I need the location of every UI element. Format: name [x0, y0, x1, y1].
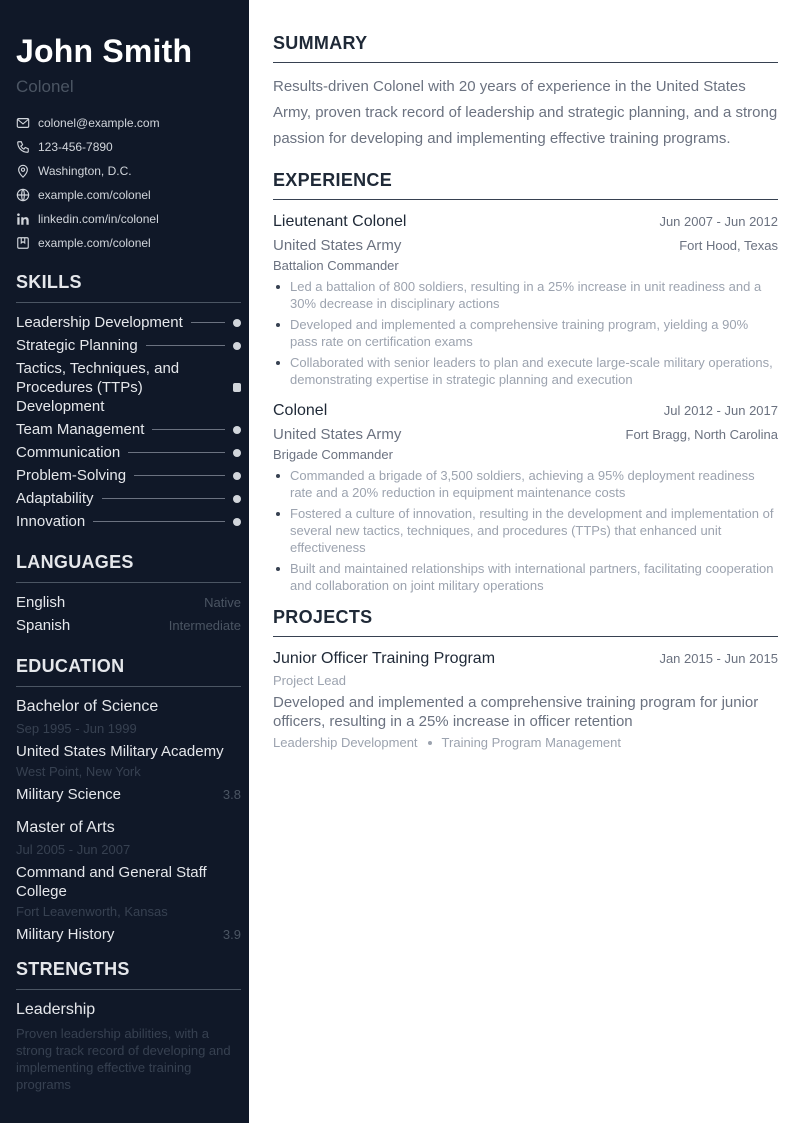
skill-line — [93, 521, 225, 522]
language-item — [16, 593, 241, 612]
main-content — [273, 32, 778, 753]
globe-icon — [16, 188, 30, 202]
sidebar — [0, 0, 249, 1123]
job-organization: United States Army — [273, 426, 402, 443]
education-section — [16, 655, 241, 944]
job-organization: United States Army — [273, 237, 402, 254]
language-name: Spanish — [16, 617, 71, 634]
skill-level-dot — [233, 383, 241, 392]
contact-phone[interactable] — [16, 135, 241, 159]
skill-level-dot — [233, 342, 241, 350]
skill-label: Problem-Solving — [16, 467, 127, 484]
skill-level-dot — [233, 518, 241, 526]
job-dates: Jun 2007 - Jun 2012 — [659, 214, 778, 229]
contact-list — [16, 111, 241, 255]
job-bullet: Developed and implemented a comprehensive training program, yielding a 90% pass rate on certification exams — [273, 316, 778, 350]
education-item — [16, 818, 241, 944]
job-dates: Jul 2012 - Jun 2017 — [663, 403, 778, 418]
skill-line — [134, 475, 225, 476]
contact-website[interactable] — [16, 183, 241, 207]
degree: Bachelor of Science — [16, 698, 159, 715]
gpa: 3.9 — [222, 927, 241, 942]
job-position: Battalion Commander — [273, 258, 399, 273]
language-item — [16, 616, 241, 635]
job-bullet: Commanded a brigade of 3,500 soldiers, achieving a 95% deployment readiness rate and a 20% reduction in equipment maintenance costs — [273, 467, 778, 501]
project-description: Developed and implemented a comprehensive training program for junior officers, resulting in a 25% increase in officer retention — [273, 694, 759, 730]
project-tag: Leadership Development — [273, 735, 418, 750]
experience-heading: EXPERIENCE — [273, 169, 778, 200]
skill-item — [16, 359, 241, 416]
education-dates: Sep 1995 - Jun 1999 — [16, 721, 137, 736]
project-dates: Jan 2015 - Jun 2015 — [659, 651, 778, 666]
education-dates: Jul 2005 - Jun 2007 — [16, 842, 131, 857]
skill-label: Team Management — [16, 421, 145, 438]
school-name: Command and General Staff College — [16, 864, 207, 900]
strength-description: Proven leadership abilities, with a strong track record of developing and implementing effective training programs — [16, 1026, 231, 1092]
skill-item — [16, 336, 241, 355]
skill-item — [16, 466, 241, 485]
school-name: United States Military Academy — [16, 743, 224, 760]
field-name: Military Science — [16, 786, 122, 803]
experience-section — [273, 169, 778, 594]
skill-item — [16, 489, 241, 508]
skill-item — [16, 443, 241, 462]
contact-location — [16, 159, 241, 183]
skill-label: Adaptability — [16, 490, 94, 507]
education-item — [16, 697, 241, 804]
field-name: Military History — [16, 926, 115, 943]
job-bullet: Built and maintained relationships with international partners, facilitating cooperation and collaboration on joint military operations — [273, 560, 778, 594]
contact-text: Washington, D.C. — [38, 164, 132, 178]
skills-heading: SKILLS — [16, 271, 241, 303]
strengths-section — [16, 958, 241, 1093]
skill-line — [102, 498, 225, 499]
summary-heading: SUMMARY — [273, 32, 778, 63]
languages-heading: LANGUAGES — [16, 551, 241, 583]
skill-line — [146, 345, 225, 346]
field-of-study — [16, 785, 241, 804]
job-entry — [273, 400, 778, 594]
skill-label: Strategic Planning — [16, 337, 138, 354]
project-name: Junior Officer Training Program — [273, 650, 496, 667]
skill-line — [191, 322, 225, 323]
contact-email[interactable] — [16, 111, 241, 135]
language-name: English — [16, 594, 66, 611]
skill-line — [152, 429, 225, 430]
skill-label: Communication — [16, 444, 121, 461]
job-bullet: Collaborated with senior leaders to plan and execute large-scale military operations, demonstrating expertise in strategic planning and execution — [273, 354, 778, 388]
job-location: Fort Hood, Texas — [679, 238, 778, 253]
skill-level-dot — [233, 449, 241, 457]
candidate-title: Colonel — [16, 77, 74, 96]
contact-text: linkedin.com/in/colonel — [38, 212, 159, 226]
skill-level-dot — [233, 495, 241, 503]
location-icon — [16, 164, 30, 178]
strengths-heading: STRENGTHS — [16, 958, 241, 990]
language-level: Native — [204, 595, 241, 610]
contact-text: example.com/colonel — [38, 188, 151, 202]
language-level: Intermediate — [168, 618, 241, 633]
linkedin-icon — [16, 212, 30, 226]
job-role: Colonel — [273, 402, 328, 419]
skill-label: Leadership Development — [16, 314, 183, 331]
job-role: Lieutenant Colonel — [273, 213, 407, 230]
projects-section — [273, 606, 778, 753]
contact-text: colonel@example.com — [38, 116, 160, 130]
project-entry — [273, 648, 778, 753]
tag-separator — [428, 741, 432, 745]
skill-item — [16, 420, 241, 439]
project-tags — [273, 733, 778, 753]
summary-text: Results-driven Colonel with 20 years of experience in the United States Army, proven track record of leadership and strategic planning, and a strong passion for developing and implementing effective training programs. — [273, 78, 778, 147]
languages-section — [16, 551, 241, 635]
project-tag: Training Program Management — [441, 735, 621, 750]
phone-icon — [16, 140, 30, 154]
contact-portfolio[interactable] — [16, 231, 241, 255]
school-location: West Point, New York — [16, 764, 141, 779]
projects-heading: PROJECTS — [273, 606, 778, 637]
mail-icon — [16, 116, 30, 130]
job-position: Brigade Commander — [273, 447, 393, 462]
skill-line — [199, 387, 225, 388]
skill-label: Innovation — [16, 513, 86, 530]
skill-line — [128, 452, 225, 453]
skill-label: Tactics, Techniques, and Procedures (TTPs) Development — [16, 360, 180, 415]
skill-item — [16, 313, 241, 332]
strength-title: Leadership — [16, 1001, 96, 1018]
contact-text: 123-456-7890 — [38, 140, 113, 154]
summary-section — [273, 32, 778, 152]
field-of-study — [16, 925, 241, 944]
job-location: Fort Bragg, North Carolina — [625, 427, 778, 442]
job-bullet: Fostered a culture of innovation, resulting in the development and implementation of several new tactics, techniques, and procedures (TTPs) that enhanced unit effectiveness — [273, 505, 778, 556]
contact-linkedin[interactable] — [16, 207, 241, 231]
job-entry — [273, 211, 778, 388]
skill-level-dot — [233, 472, 241, 480]
contact-text: example.com/colonel — [38, 236, 151, 250]
gpa: 3.8 — [222, 787, 241, 802]
job-bullet: Led a battalion of 800 soldiers, resulting in a 25% increase in unit readiness and a 30% decrease in disciplinary actions — [273, 278, 778, 312]
job-bullets — [273, 278, 778, 388]
skill-level-dot — [233, 426, 241, 434]
school-location: Fort Leavenworth, Kansas — [16, 904, 168, 919]
skill-item — [16, 512, 241, 531]
education-heading: EDUCATION — [16, 655, 241, 687]
skills-section — [16, 271, 241, 531]
candidate-name: John Smith — [16, 33, 193, 69]
skill-level-dot — [233, 319, 241, 327]
job-bullets — [273, 467, 778, 594]
degree: Master of Arts — [16, 819, 115, 836]
project-role: Project Lead — [273, 673, 346, 688]
bookmark-icon — [16, 236, 30, 250]
